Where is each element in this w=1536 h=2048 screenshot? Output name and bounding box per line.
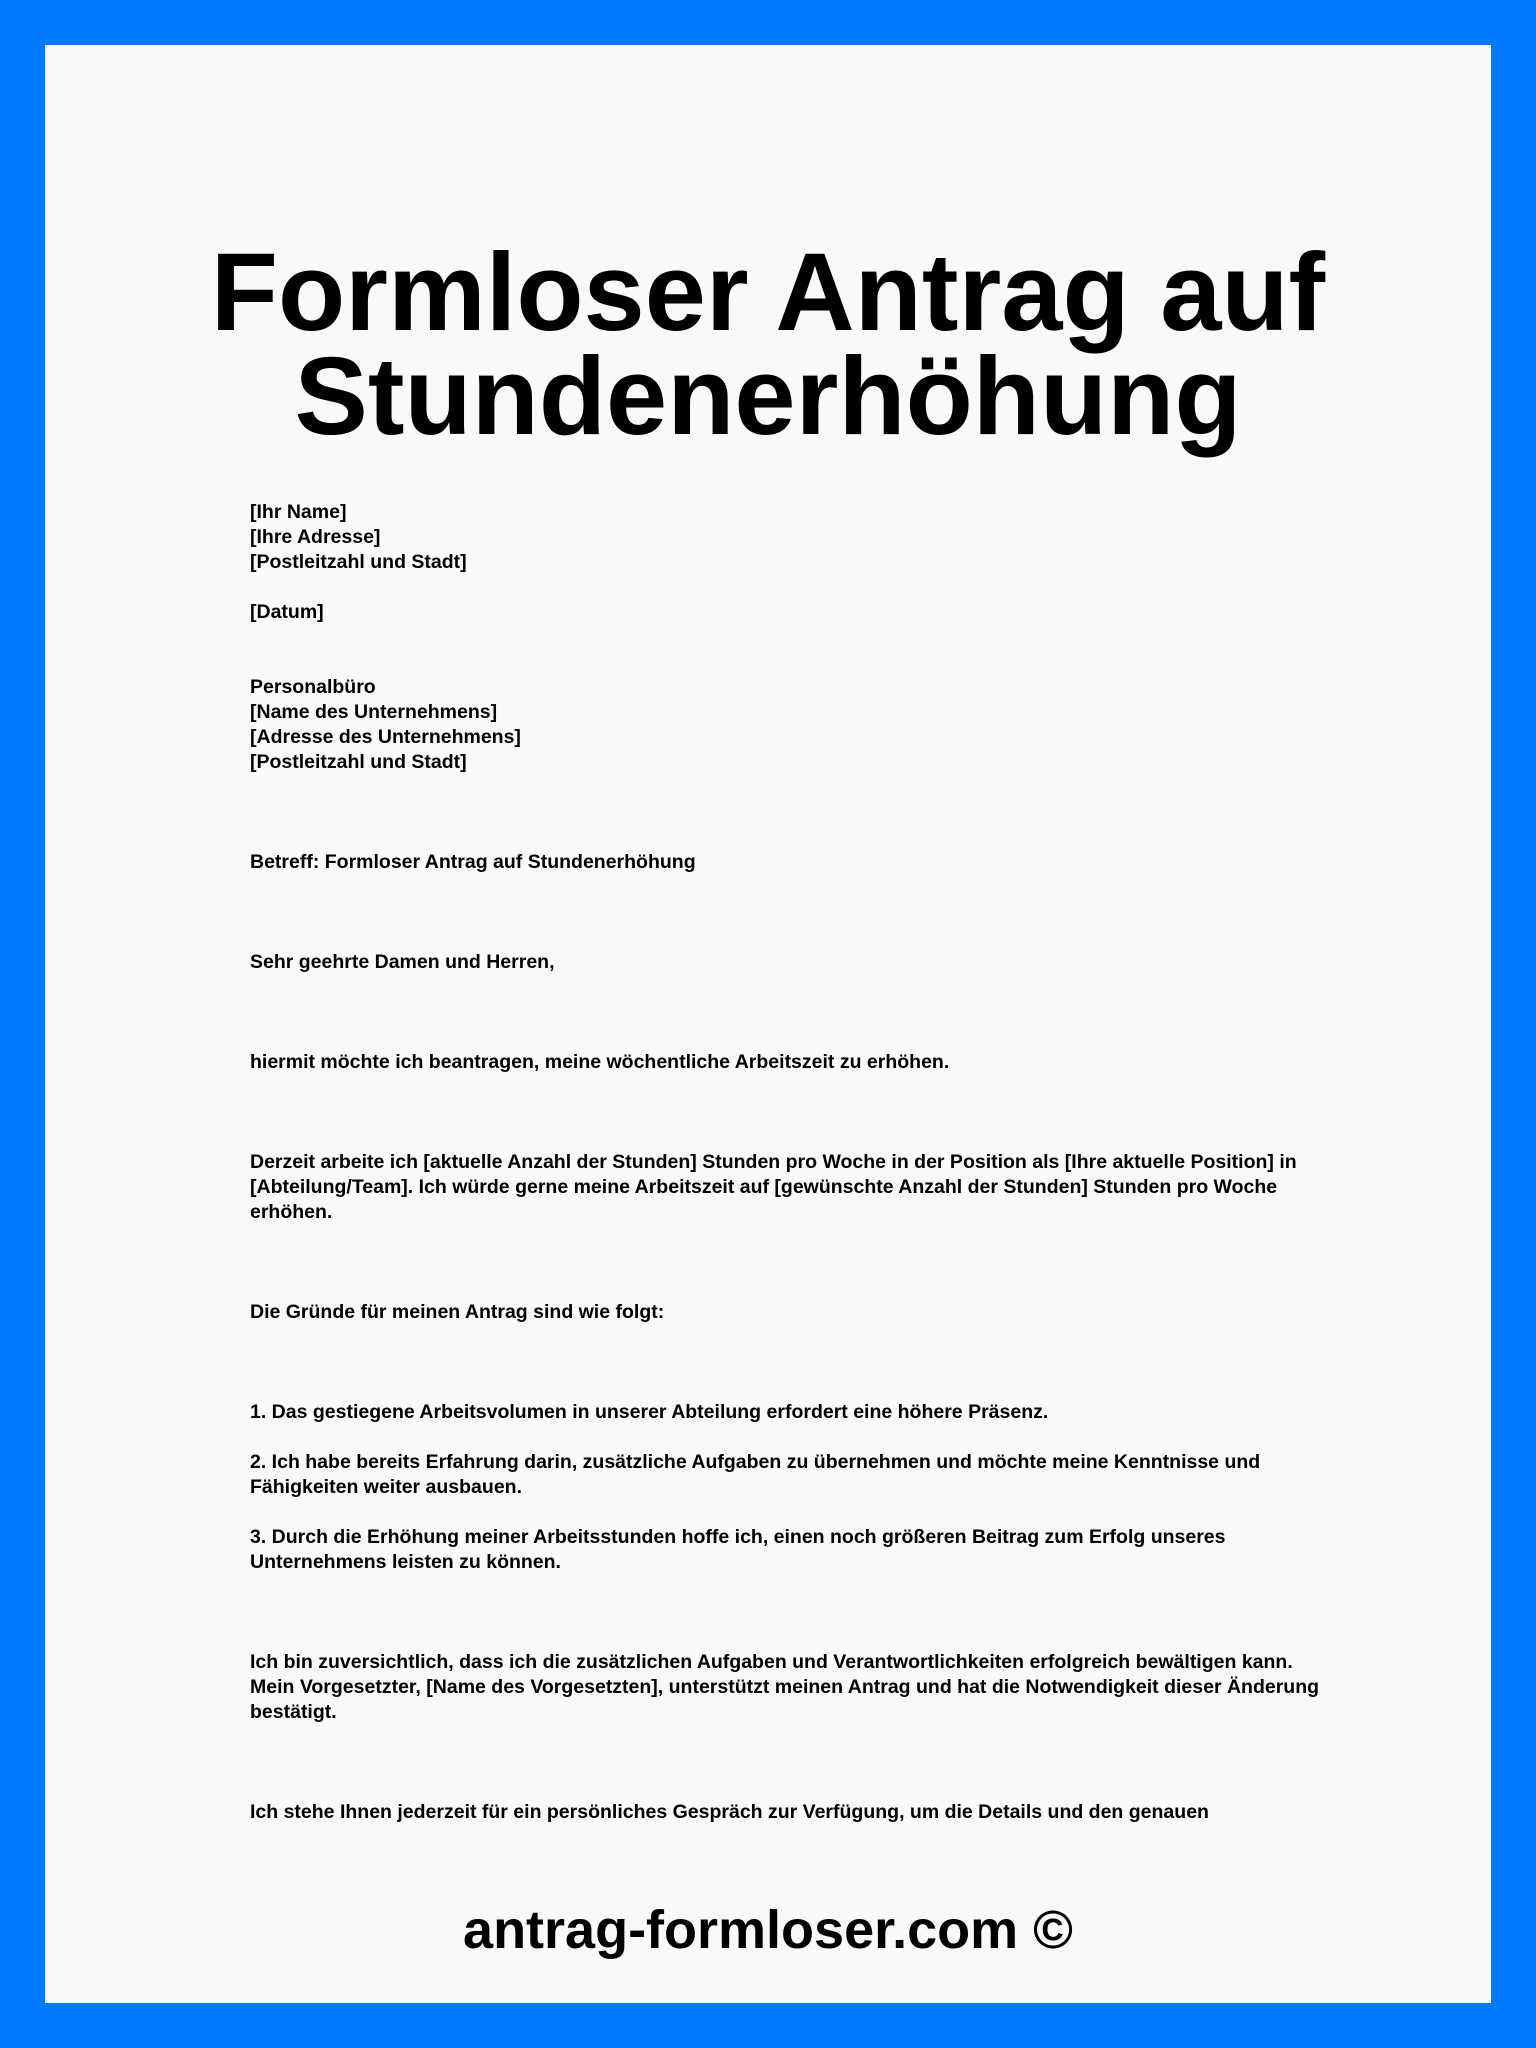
- letter-date: [Datum]: [250, 601, 324, 623]
- current-situation-paragraph: Derzeit arbeite ich [aktuelle Anzahl der Stunden] Stunden pro Woche in der Position als [Ihre aktuelle Position] in [Abteilung/Team]. Ich würde gerne meine Arbeitszeit auf [gewünschte Anzahl der Stunden] Stunden pro Woche erhöhen.: [250, 1151, 1297, 1223]
- subject-line: Betreff: Formloser Antrag auf Stundenerhöhung: [250, 851, 696, 873]
- salutation: Sehr geehrte Damen und Herren,: [250, 951, 555, 973]
- title-line-2: Stundenerhöhung: [294, 335, 1242, 458]
- recipient-department: Personalbüro: [250, 676, 376, 698]
- sender-city: [Postleitzahl und Stadt]: [250, 551, 467, 573]
- title-line-1: Formloser Antrag auf: [210, 231, 1326, 354]
- recipient-block: [250, 675, 1320, 775]
- document-title: [45, 231, 1491, 458]
- footer-site-credit: antrag-formloser.com ©: [463, 1900, 1073, 1960]
- recipient-city: [Postleitzahl und Stadt]: [250, 751, 467, 773]
- confidence-paragraph: Ich bin zuversichtlich, dass ich die zusätzlichen Aufgaben und Verantwortlichkeiten erfolgreich bewältigen kann. Mein Vorgesetzter, [Name des Vorgesetzten], unterstützt meinen Antrag und hat die Notwendigkeit dieser Änderung bestätigt.: [250, 1651, 1320, 1723]
- closing-paragraph: Ich stehe Ihnen jederzeit für ein persönliches Gespräch zur Verfügung, um die Details und den genauen: [250, 1801, 1209, 1823]
- intro-paragraph: hiermit möchte ich beantragen, meine wöchentliche Arbeitszeit zu erhöhen.: [250, 1051, 950, 1073]
- recipient-address: [Adresse des Unternehmens]: [250, 726, 521, 748]
- reason-item: 3. Durch die Erhöhung meiner Arbeitsstunden hoffe ich, einen noch größeren Beitrag zum Erfolg unseres Unternehmens leisten zu können.: [250, 1526, 1226, 1573]
- reason-item: 2. Ich habe bereits Erfahrung darin, zusätzliche Aufgaben zu übernehmen und möchte meine Kenntnisse und Fähigkeiten weiter ausbauen.: [250, 1451, 1261, 1498]
- reason-item: 1. Das gestiegene Arbeitsvolumen in unserer Abteilung erfordert eine höhere Präsenz.: [250, 1401, 1049, 1423]
- sender-block: [250, 500, 1320, 575]
- sender-address: [Ihre Adresse]: [250, 526, 381, 548]
- sender-name: [Ihr Name]: [250, 501, 347, 523]
- document-page: [45, 45, 1491, 2003]
- reasons-heading: Die Gründe für meinen Antrag sind wie folgt:: [250, 1301, 665, 1323]
- letter-body: [250, 500, 1320, 1825]
- reasons-list: [250, 1400, 1320, 1575]
- recipient-company: [Name des Unternehmens]: [250, 701, 498, 723]
